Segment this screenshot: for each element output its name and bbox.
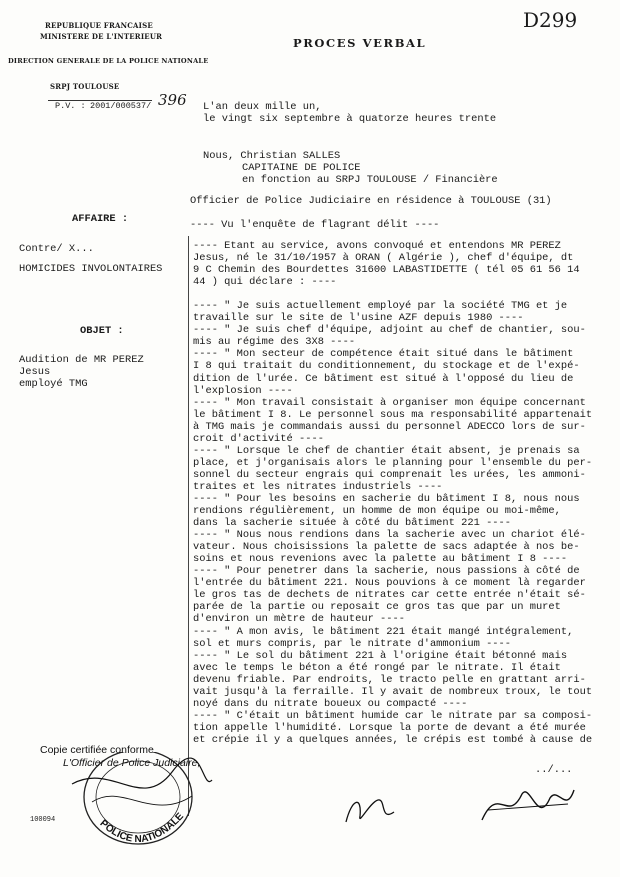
objet-line-1: Audition de MR PEREZ — [19, 354, 144, 366]
officer-title: Officier de Police Judiciaire en résidence à TOULOUSE (31) — [190, 195, 552, 207]
deposition-line: ---- " Mon secteur de compétence était situé dans le bâtiment — [193, 348, 574, 361]
deposition-line: ---- " Mon travail consistait à organiser mon équipe concernant — [193, 396, 586, 409]
deposition-body — [193, 240, 592, 746]
handwritten-pv-number: 396 — [158, 91, 187, 109]
deposition-line: 9 C Chemin des Bourdettes 31600 LABASTIDETTE ( tél 05 61 56 14 — [193, 264, 580, 277]
officer-line-3: en fonction au SRPJ TOULOUSE / Financière — [242, 174, 498, 186]
republic-header: REPUBLIQUE FRANCAISE — [45, 21, 153, 30]
vu-line: ---- Vu l'enquête de flagrant délit ---- — [190, 219, 440, 231]
direction-header: DIRECTION GENERALE DE LA POLICE NATIONALE — [8, 57, 209, 65]
deposition-line: le bâtiment I 8. Le personnel sous ma responsabilité appartenait — [193, 408, 593, 421]
deposition-line: traites et les nitrates industriels ---- — [193, 480, 443, 493]
affaire-label: AFFAIRE : — [72, 213, 129, 225]
document-reference: D299 — [523, 8, 578, 32]
continuation-mark: ../... — [535, 764, 573, 776]
deposition-line: soins et nous revenions avec la palette au bâtiment I 8 ---- — [193, 553, 568, 566]
deposition-line: ---- " A mon avis, le bâtiment 221 était mangé intégralement, — [193, 625, 574, 638]
deposition-line: sol et murs compris, par le nitrate d'ammonium ---- — [193, 637, 512, 650]
deposition-line: mis au régime des 3X8 ---- — [193, 336, 356, 349]
margin-line — [188, 236, 189, 816]
deposition-line: à TMG mais je commandais aussi du personnel ADECCO lors de sur- — [193, 420, 586, 433]
deposition-line: ---- " Pour penetrer dans la sacherie, nous passions à côté de — [193, 565, 580, 578]
deposition-line: le gros tas de dechets de nitrates car cette entrée n'était sé- — [193, 589, 586, 602]
officer-line-2: CAPITAINE DE POLICE — [242, 162, 361, 174]
form-number: 100094 — [30, 816, 56, 824]
stamp-ring-text: POLICE NATIONALE — [97, 811, 187, 846]
deposition-line: noyé dans du nitrate boueux ou compacté ---- — [193, 697, 468, 710]
deposition-line: d'environ un mètre de hauteur ---- — [193, 613, 406, 626]
deposition-line: et crépie il y a quelques années, le crépis est tombé à cause de — [193, 733, 593, 746]
deposition-line: croit d'activité ---- — [193, 432, 324, 445]
date-line-1: L'an deux mille un, — [203, 101, 322, 113]
deposition-line: parée de la partie ou reposait ce gros tas que par un muret — [193, 601, 561, 614]
deposition-line: vait jusqu'à la ferraille. Il y avait de nombreux troux, le tout — [193, 685, 593, 698]
deposition-line: l'entrée du bâtiment 221. Nous pouvions à ce moment là regarder — [193, 577, 586, 590]
date-line-2: le vingt six septembre à quatorze heures trente — [203, 113, 497, 125]
stamp-line-1: Copie certifiée conforme — [40, 744, 154, 756]
deposition-line: travaille sur le site de l'usine AZF depuis 1980 ---- — [193, 312, 524, 325]
deposition-line: sonnel du secteur engrais qui comprenait les urées, les ammoni- — [193, 468, 586, 481]
deposition-line: devenu friable. Par endroits, le tracto pelle en grattant arri- — [193, 673, 586, 686]
officer-line-1: Nous, Christian SALLES — [203, 150, 341, 162]
pv-number: 2001/000537/ — [90, 101, 152, 111]
deposition-line: place, et j'organisais alors le planning pour l'ensemble du per- — [193, 456, 593, 469]
signature-left — [340, 792, 400, 830]
deposition-line: Jesus, né le 31/10/1957 à ORAN ( Algérie ), chef d'équipe, dt — [193, 252, 574, 265]
deposition-line: ---- Etant au service, avons convoqué et entendons MR PEREZ — [193, 240, 561, 252]
objet-line-2: Jesus — [19, 366, 51, 378]
deposition-line: dans la sacherie située à côté du bâtiment 221 ---- — [193, 517, 512, 530]
deposition-line: 44 ) qui déclare : ---- — [193, 276, 337, 289]
deposition-line: ---- " Le sol du bâtiment 221 à l'origine était bétonné mais — [193, 649, 568, 662]
case-title: HOMICIDES INVOLONTAIRES — [19, 263, 163, 275]
deposition-line: vateur. Nous choisissions la palette de sacs adaptée à nos be- — [193, 541, 580, 554]
deposition-line: l'explosion ---- — [193, 384, 293, 397]
deposition-line: ---- " Je suis chef d'équipe, adjoint au chef de chantier, sou- — [193, 324, 586, 337]
deposition-line: avec le temps le béton a été rongé par le nitrate. Il était — [193, 661, 561, 674]
contre-text: Contre/ X... — [19, 243, 94, 255]
deposition-line: dition de l'urée. Ce bâtiment est situé à l'opposé du lieu de — [193, 372, 574, 385]
pv-label: P.V. : — [55, 101, 86, 111]
ministry-header: MINISTERE DE L'INTERIEUR — [40, 32, 163, 41]
objet-label: OBJET : — [80, 325, 124, 337]
deposition-line: ---- " Lorsque le chef de chantier était absent, je prenais sa — [193, 444, 580, 457]
deposition-line: ---- " Pour les besoins en sacherie du bâtiment I 8, nous nous — [193, 492, 580, 505]
deposition-line — [193, 288, 592, 300]
deposition-line: ---- " Je suis actuellement employé par la société TMG et je — [193, 300, 568, 313]
page-title: PROCES VERBAL — [293, 36, 427, 50]
deposition-line: ---- " C'était un bâtiment humide car le nitrate par sa composi- — [193, 709, 593, 722]
svg-text:POLICE NATIONALE — [97, 811, 186, 845]
signature-right — [478, 780, 578, 830]
deposition-line: tion appelle l'humidité. Lorsque la porte de devant a été murée — [193, 721, 586, 734]
stamp-line-2: L'Officier de Police Judiciaire, — [63, 757, 201, 769]
deposition-line: I 8 qui traitait du conditionnement, du stockage et de l'expé- — [193, 360, 580, 373]
deposition-line: rendions régulièrement, un homme de mon équipe ou moi-même, — [193, 505, 561, 518]
objet-line-3: employé TMG — [19, 378, 88, 390]
service-header: SRPJ TOULOUSE — [50, 82, 120, 91]
deposition-line: ---- " Nous nous rendions dans la sacherie avec un chariot élé- — [193, 529, 586, 542]
